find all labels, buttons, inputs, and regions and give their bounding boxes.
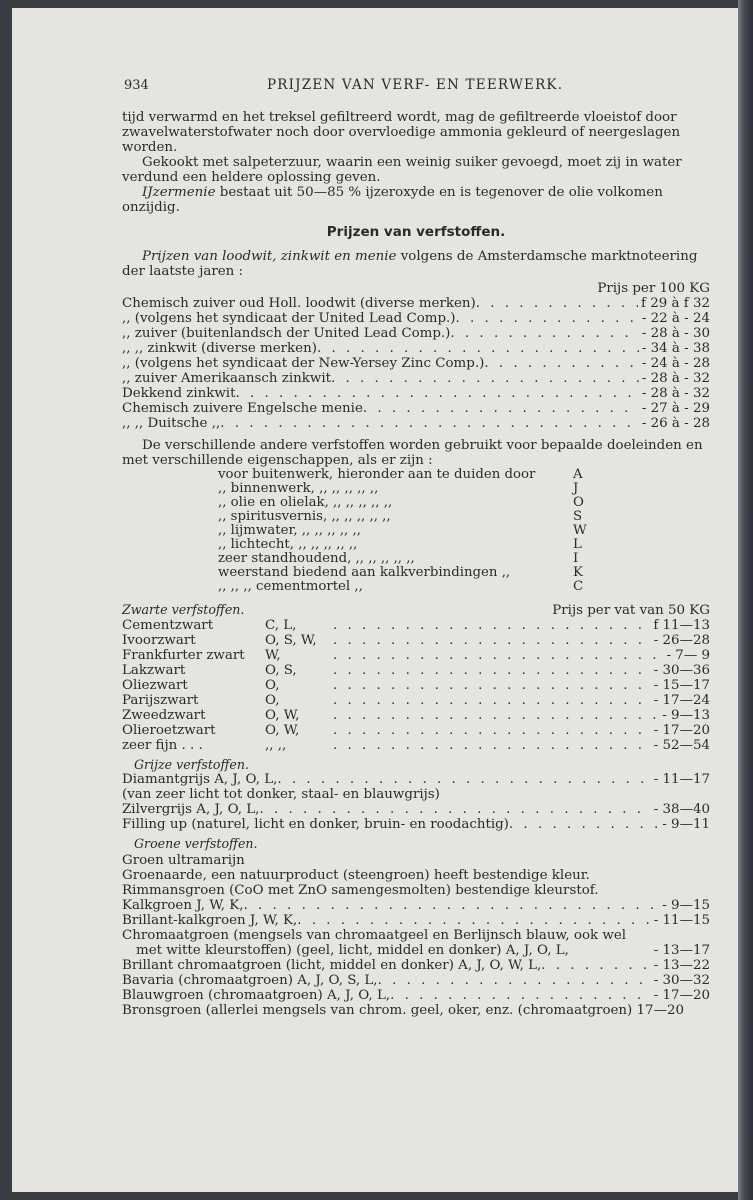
green-row-label: Brillant chromaatgroen (licht, middel en donker) A, J, O, W, L, — [122, 958, 542, 973]
green-row-value: - 11—15 — [653, 913, 710, 928]
price-row — [122, 326, 710, 341]
ijzermenie-text: bestaat uit 50—85 % ijzeroxyde en is tegenover de olie volkomen onzijdig. — [122, 185, 663, 215]
pigment-codes: O, W, — [265, 723, 300, 738]
black-row — [122, 663, 710, 678]
pigment-codes: O, — [265, 693, 280, 708]
pigment-name: Zweedzwart — [122, 708, 206, 723]
running-title: PRIJZEN VAN VERF- EN TEERWERK. — [267, 77, 564, 93]
price-row-label: ,, (volgens het syndicaat der United Lead Comp.) — [122, 311, 456, 326]
property-text: ,, binnenwerk, ,, ,, ,, ,, ,, — [218, 481, 379, 496]
intro-paragraph-2: Gekookt met salpeterzuur, waarin een weinig suiker gevoegd, moet zij in water verdund een heldere oplossing geven. — [122, 155, 682, 185]
green-line: Rimmansgroen (CoO met ZnO samengesmolten) bestendige kleurstof. — [122, 883, 599, 898]
grey-list — [122, 772, 710, 832]
lead-text: volgens de Amsterdamsche marktnoteering der laatste jaren : — [122, 249, 698, 279]
pigment-codes: O, S, — [265, 663, 297, 678]
pigment-name: Lakzwart — [122, 663, 186, 678]
grey-title: Grijze verfstoffen. — [134, 757, 249, 772]
price-row — [122, 371, 710, 386]
pigment-name: Frankfurter zwart — [122, 648, 245, 663]
price-row — [122, 386, 710, 401]
pigment-name: Oliezwart — [122, 678, 188, 693]
pigment-price: f 11—13 — [653, 618, 710, 633]
price-row-value: f 29 à f 32 — [641, 296, 710, 311]
property-row — [218, 538, 710, 552]
property-text: ,, lijmwater, ,, ,, ,, ,, ,, — [218, 523, 361, 538]
property-text: voor buitenwerk, hieronder aan te duiden door — [218, 467, 536, 482]
green-row — [122, 898, 710, 913]
pigment-price: - 30—36 — [653, 663, 710, 678]
property-code: O — [573, 495, 584, 510]
black-list — [122, 618, 710, 753]
green-title: Groene verfstoffen. — [134, 836, 258, 851]
section-heading: Prijzen van verfstoffen. — [326, 224, 506, 240]
grey-row — [122, 772, 710, 787]
property-row — [218, 496, 710, 510]
grey-row — [122, 787, 710, 802]
green-list — [122, 853, 710, 1018]
pigment-codes: O, — [265, 678, 280, 693]
grey-row-label: Zilvergrijs A, J, O, L, — [122, 802, 260, 817]
pigment-price: - 26—28 — [653, 633, 710, 648]
property-row — [218, 524, 710, 538]
pigment-codes: C, L, — [265, 618, 297, 633]
black-row — [122, 618, 710, 633]
green-row-label: Blauwgroen (chromaatgroen) A, J, O, L, — [122, 988, 391, 1003]
grey-row — [122, 802, 710, 817]
page-content — [122, 78, 710, 1018]
book-edge — [738, 0, 753, 1200]
pigment-price: - 9—13 — [662, 708, 710, 723]
property-code: S — [573, 509, 583, 524]
pigment-codes: O, S, W, — [265, 633, 317, 648]
price-row-label: ,, (volgens het syndicaat der New-Yersey Zinc Comp.) — [122, 356, 485, 371]
chromaat-row-label: met witte kleurstoffen) (geel, licht, middel en donker) A, J, O, L, — [136, 943, 569, 958]
green-row-value: - 9—15 — [662, 898, 710, 913]
price-row-value: - 22 à - 24 — [641, 311, 710, 326]
property-code: I — [573, 551, 579, 566]
price-row-value: - 24 à - 28 — [641, 356, 710, 371]
price-row — [122, 356, 710, 371]
pigment-price: - 17—20 — [653, 723, 710, 738]
property-code: J — [573, 481, 579, 496]
price-row-label: Chemisch zuiver oud Holl. loodwit (diverse merken) — [122, 296, 476, 311]
price-row-value: - 28 à - 32 — [641, 371, 710, 386]
price-row-label: ,, zuiver (buitenlandsch der United Lead Comp.) — [122, 326, 451, 341]
grey-row-value: - 38—40 — [653, 802, 710, 817]
green-line: Groen ultramarijn — [122, 853, 245, 868]
green-row-value: - 30—32 — [653, 973, 710, 988]
green-line: Groenaarde, een natuurproduct (steengroen) heeft bestendige kleur. — [122, 868, 590, 883]
bronsgroen-line: Bronsgroen (allerlei mengsels van chrom. geel, oker, enz. (chromaatgroen) 17—20 — [122, 1003, 685, 1018]
price-row-label: ,, ,, zinkwit (diverse merken) — [122, 341, 317, 356]
chromaat-line: Chromaatgroen (mengsels van chromaatgeel en Berlijnsch blauw, ook wel — [122, 928, 627, 943]
price-row — [122, 296, 710, 311]
property-text: zeer standhoudend, ,, ,, ,, ,, ,, — [218, 551, 415, 566]
green-row-label: Brillant-kalkgroen J, W, K, — [122, 913, 298, 928]
pigment-price: - 17—24 — [653, 693, 710, 708]
grey-row-label: Diamantgrijs A, J, O, L, — [122, 772, 278, 787]
black-row — [122, 693, 710, 708]
price-row-label: ,, zuiver Amerikaansch zinkwit — [122, 371, 332, 386]
ijzermenie-term: IJzermenie — [142, 185, 216, 200]
property-code: W — [573, 523, 587, 538]
price-row — [122, 416, 710, 431]
black-row — [122, 678, 710, 693]
green-row-label: Kalkgroen J, W, K, — [122, 898, 244, 913]
pigment-codes: O, W, — [265, 708, 300, 723]
grey-row — [122, 817, 710, 832]
property-row — [218, 552, 710, 566]
pigment-codes: ,, ,, — [265, 738, 287, 753]
green-row — [122, 973, 710, 988]
price-list — [122, 296, 710, 431]
pigment-price: - 7— 9 — [666, 648, 710, 663]
book-page — [12, 8, 738, 1192]
property-code: A — [573, 467, 583, 482]
black-title: Zwarte verfstoffen. — [122, 602, 245, 617]
property-text: ,, olie en olielak, ,, ,, ,, ,, ,, — [218, 495, 393, 510]
price-row — [122, 341, 710, 356]
pigment-name: Olieroetzwart — [122, 723, 216, 738]
black-row — [122, 708, 710, 723]
grey-row-label: Filling up (naturel, licht en donker, bruin- en roodachtig) — [122, 817, 509, 832]
property-code: K — [573, 565, 583, 580]
chromaat-row-value: - 13—17 — [653, 943, 710, 958]
pigment-name: zeer fijn . . . — [122, 738, 203, 753]
black-row — [122, 648, 710, 663]
intro-paragraph-3 — [122, 185, 710, 215]
property-row — [218, 510, 710, 524]
price-column-header: Prijs per 100 KG — [597, 281, 710, 296]
pigment-name: Parijszwart — [122, 693, 199, 708]
properties-legend — [218, 468, 710, 594]
property-code: C — [573, 579, 584, 594]
property-row — [218, 482, 710, 496]
price-row-value: - 27 à - 29 — [641, 401, 710, 416]
lead-paragraph — [122, 249, 710, 279]
intro-paragraph: tijd verwarmd en het treksel gefiltreerd wordt, mag de gefiltreerde vloeistof door zwavelwaterstofwater noch door overvloedige ammonia gekleurd of neergeslagen worden. — [122, 110, 681, 155]
property-text: ,, spiritusvernis, ,, ,, ,, ,, ,, — [218, 509, 391, 524]
property-row — [218, 566, 710, 580]
grey-row-label: (van zeer licht tot donker, staal- en blauwgrijs) — [122, 787, 440, 802]
green-row-value: - 13—22 — [653, 958, 710, 973]
pigment-price: - 52—54 — [653, 738, 710, 753]
page-number: 934 — [124, 78, 149, 93]
grey-row-value: - 11—17 — [653, 772, 710, 787]
green-row — [122, 913, 710, 928]
price-row — [122, 311, 710, 326]
property-text: ,, ,, ,, cementmortel ,, — [218, 579, 363, 594]
property-text: ,, lichtecht, ,, ,, ,, ,, ,, — [218, 537, 358, 552]
pigment-price: - 15—17 — [653, 678, 710, 693]
property-row — [218, 580, 710, 594]
price-row-label: ,, ,, Duitsche ,, — [122, 416, 221, 431]
price-row-value: - 34 à - 38 — [641, 341, 710, 356]
price-row-label: Dekkend zinkwit — [122, 386, 236, 401]
running-header — [122, 78, 710, 98]
black-row — [122, 738, 710, 753]
green-row — [122, 958, 710, 973]
green-row — [122, 988, 710, 1003]
property-row — [218, 468, 710, 482]
black-header-row — [122, 602, 710, 618]
price-row — [122, 401, 710, 416]
price-row-value: - 28 à - 32 — [641, 386, 710, 401]
price-row-value: - 26 à - 28 — [641, 416, 710, 431]
black-row — [122, 723, 710, 738]
pigment-name: Cementzwart — [122, 618, 214, 633]
green-row-label: Bavaria (chromaatgroen) A, J, O, S, L, — [122, 973, 378, 988]
pigment-name: Ivoorzwart — [122, 633, 196, 648]
black-price-header: Prijs per vat van 50 KG — [552, 603, 710, 618]
other-intro: De verschillende andere verfstoffen worden gebruikt voor bepaalde doeleinden en met verschillende eigenschappen, als er zijn : — [122, 438, 703, 468]
black-row — [122, 633, 710, 648]
grey-row-value: - 9—11 — [662, 817, 710, 832]
price-row-label: Chemisch zuivere Engelsche menie — [122, 401, 363, 416]
lead-italic: Prijzen van loodwit, zinkwit en menie — [142, 249, 397, 264]
property-text: weerstand biedend aan kalkverbindingen ,, — [218, 565, 511, 580]
chromaat-row — [122, 943, 710, 958]
price-row-value: - 28 à - 30 — [641, 326, 710, 341]
property-code: L — [573, 537, 582, 552]
green-row-value: - 17—20 — [653, 988, 710, 1003]
pigment-codes: W, — [265, 648, 281, 663]
